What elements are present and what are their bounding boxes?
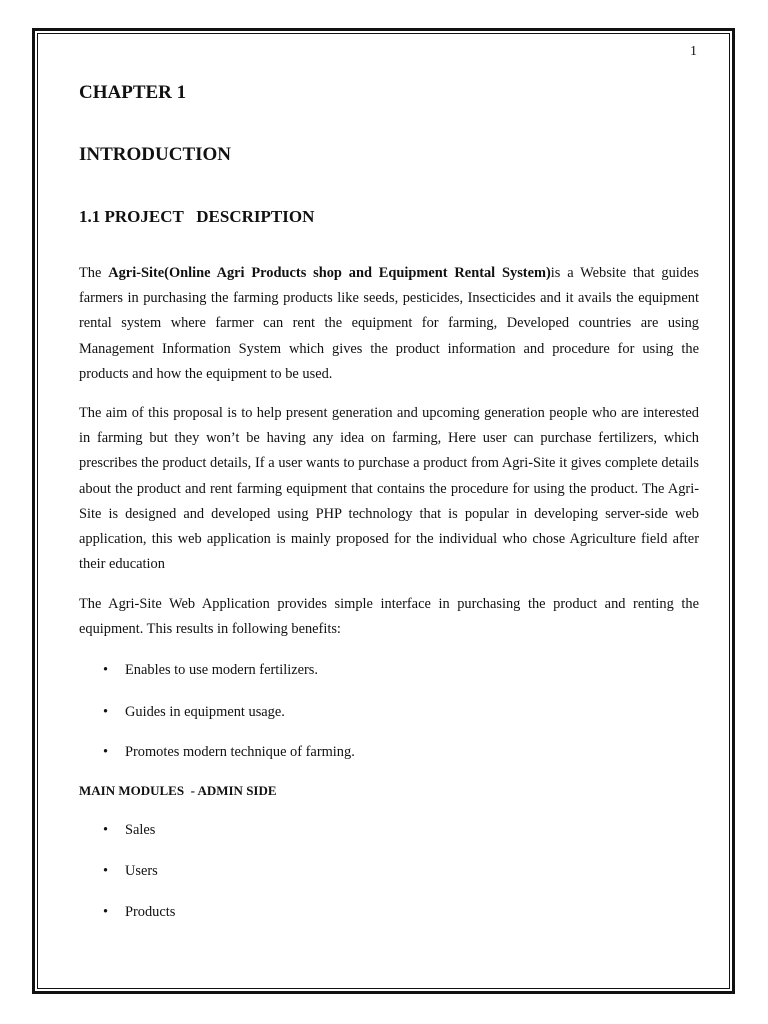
bullet-icon: • — [103, 904, 109, 920]
bullet-icon: • — [103, 704, 109, 720]
paragraph-rest: is a Website that guides farmers in purchasing the farming products like seeds, pesticides, Insecticides and it avails the equipment rental system where farmer can rent the equipment for farming, Developed countries are using Management Information System which gives the product information and procedure for using the products and how the equipment to be used. — [79, 265, 699, 382]
modules-heading: MAIN MODULES - ADMIN SIDE — [79, 783, 277, 798]
list-item-text: Promotes modern technique of farming. — [125, 744, 355, 760]
list-item-text: Enables to use modern fertilizers. — [125, 662, 319, 678]
bullet-icon: • — [103, 662, 109, 678]
list-item-text: Guides in equipment usage. — [125, 704, 285, 720]
bullet-icon: • — [103, 822, 109, 838]
paragraph-aim: The aim of this proposal is to help present generation and upcoming generation people who are interested in farming but they won’t be having any idea on farming, Here user can purchase fertilizers, which prescribes the product details, If a user wants to purchase a product from Agri-Site it gives complete details about the product and rent farming equipment that contains the procedure for using the product. The Agri-Site is designed and developed using PHP technology that is popular in developing server-side web application, this web application is mainly proposed for the individual who chose Agriculture field after their education — [79, 405, 699, 573]
section-heading: 1.1 PROJECT DESCRIPTION — [79, 207, 315, 226]
list-item-text: Sales — [125, 822, 156, 838]
chapter-title: CHAPTER 1 — [79, 82, 187, 103]
list-item-text: Users — [125, 863, 158, 879]
paragraph-lead: The — [79, 265, 109, 281]
page-number: 1 — [690, 44, 697, 59]
bullet-icon: • — [103, 863, 109, 879]
list-item-text: Products — [125, 904, 176, 920]
paragraph-description — [79, 261, 699, 387]
introduction-heading: INTRODUCTION — [79, 144, 232, 165]
paragraph-benefits-intro: The Agri-Site Web Application provides simple interface in purchasing the product and renting the equipment. This results in following benefits: — [79, 596, 699, 638]
bullet-icon: • — [103, 744, 109, 760]
product-name-bold: Agri-Site(Online Agri Products shop and Equipment Rental System) — [108, 265, 551, 281]
